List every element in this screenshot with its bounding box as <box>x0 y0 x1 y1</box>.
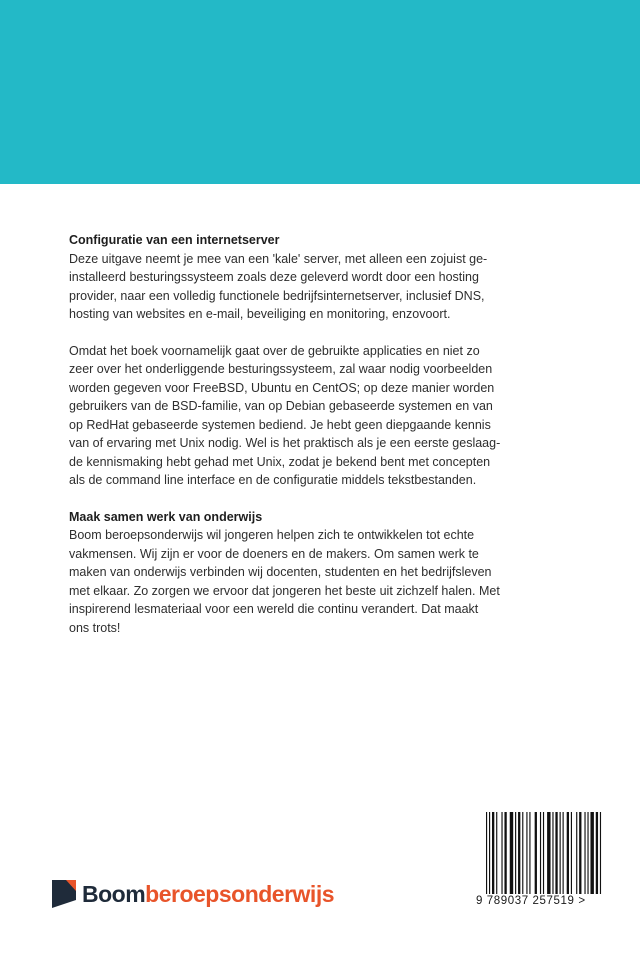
boom-logo-mark-icon <box>52 880 76 908</box>
back-cover-text <box>69 231 529 637</box>
os-paragraph: Omdat het boek voornamelijk gaat over de gebruikte applicaties en niet zo zeer over het onderliggende besturingssysteem, zal waar nodig voorbeelden worden gegeven voor FreeBSD, Ubuntu en CentOS; op deze manier worden gebruikers van de BSD-familie, van op Debian gebaseerde systemen en van op RedHat gebaseerde systemen bediend. Je hebt geen diepgaande kennis van of ervaring met Unix nodig. Wel is het praktisch als je een eerste geslaag- de kennismaking hebt gehad met Unix, zodat je bekend bent met concepten als de command line interface en de configuratie middels tekstbestanden. <box>69 343 501 487</box>
publisher-logo <box>52 879 334 909</box>
logo-boom-text: Boom <box>82 880 146 907</box>
isbn-barcode <box>476 812 621 912</box>
top-color-band <box>0 0 640 184</box>
barcode-bars <box>486 812 604 894</box>
intro-paragraph: Deze uitgave neemt je mee van een 'kale' server, met alleen een zojuist ge- installeerd besturingssysteem zoals deze geleverd wordt door een hosting provider, naar een volledig functionele bedrijfsinternetserver, inclusief DNS, hosting van websites en e-mail, beveiliging en monitoring, enzovoort. <box>69 251 488 321</box>
section-heading-internetserver: Configuratie van een internetserver <box>69 233 280 247</box>
section-heading-onderwijs: Maak samen werk van onderwijs <box>69 509 263 524</box>
logo-beroepsonderwijs-text: beroepsonderwijs <box>145 880 334 907</box>
publisher-paragraph: Boom beroepsonderwijs wil jongeren helpen zich te ontwikkelen tot echte vakmensen. Wij zijn er voor de doeners en de makers. Om samen werk te maken van onderwijs verbinden wij docenten, studenten en het bedrijfsleven met elkaar. Zo zorgen we ervoor dat jongeren het beste uit zichzelf halen. Met inspirerend lesmateriaal voor een wereld die continu verandert. Dat maakt ons trots! <box>69 528 500 635</box>
isbn-number: 9 789037 257519 > <box>476 895 586 907</box>
